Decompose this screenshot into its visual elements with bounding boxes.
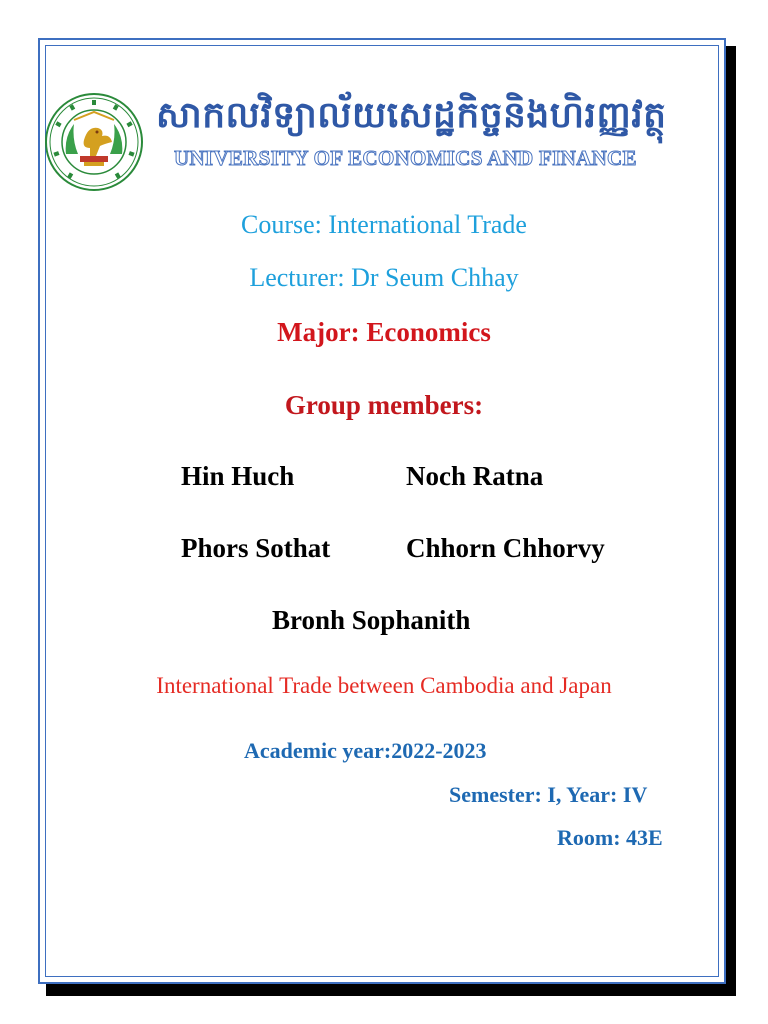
semester-year: Semester: I, Year: IV (449, 782, 648, 807)
academic-year: Academic year:2022-2023 (244, 738, 487, 763)
group-members-heading: Group members: (284, 390, 484, 420)
major-name: Major: Economics (277, 317, 491, 347)
member-name: Noch Ratna (406, 461, 544, 491)
course-title: Course: International Trade (241, 210, 527, 239)
member-name: Hin Huch (181, 461, 295, 491)
university-name-khmer: សាកលវិទ្យាល័យសេដ្ឋកិច្ចនិងហិរញ្ញវត្ថុ (156, 95, 667, 136)
member-name: Chhorn Chhorvy (406, 533, 605, 563)
university-name-english: UNIVERSITY OF ECONOMICS AND FINANCE (174, 146, 637, 170)
room-number: Room: 43E (557, 825, 663, 850)
member-name: Bronh Sophanith (272, 605, 471, 635)
member-name: Phors Sothat (181, 533, 331, 563)
report-topic: International Trade between Cambodia and Japan (156, 673, 612, 698)
university-logo-icon (44, 92, 144, 192)
lecturer-name: Lecturer: Dr Seum Chhay (249, 263, 519, 292)
